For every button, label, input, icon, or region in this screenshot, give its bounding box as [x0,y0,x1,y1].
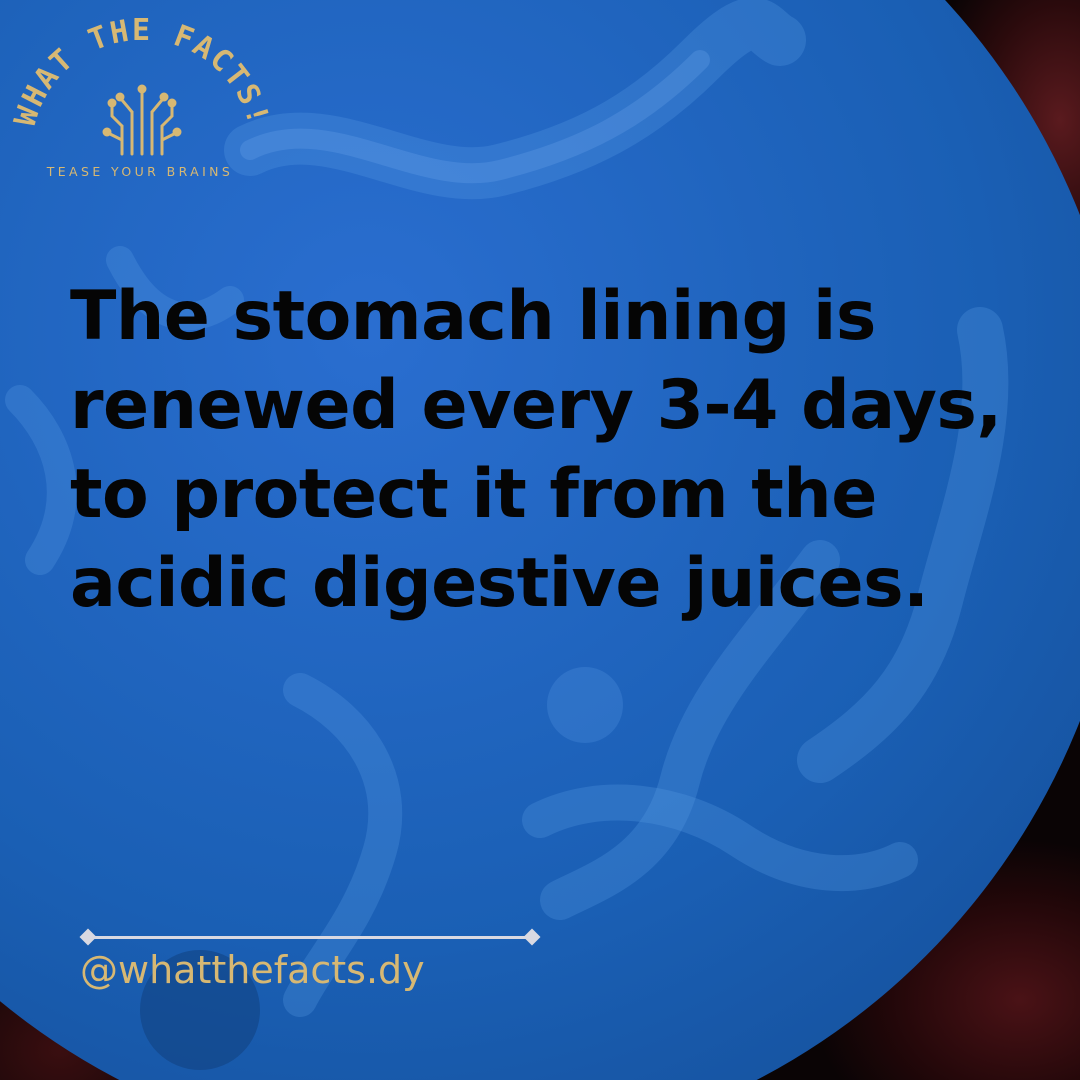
divider-line [88,936,532,939]
brand-name: WHAT THE FACTS! [7,12,277,131]
brand-tagline: TEASE YOUR BRAINS [46,164,234,179]
social-handle: @whatthefacts.dy [80,948,425,992]
fact-text: The stomach lining is renewed every 3-4 days, to protect it from the acidic digestive juices. [70,277,1002,623]
